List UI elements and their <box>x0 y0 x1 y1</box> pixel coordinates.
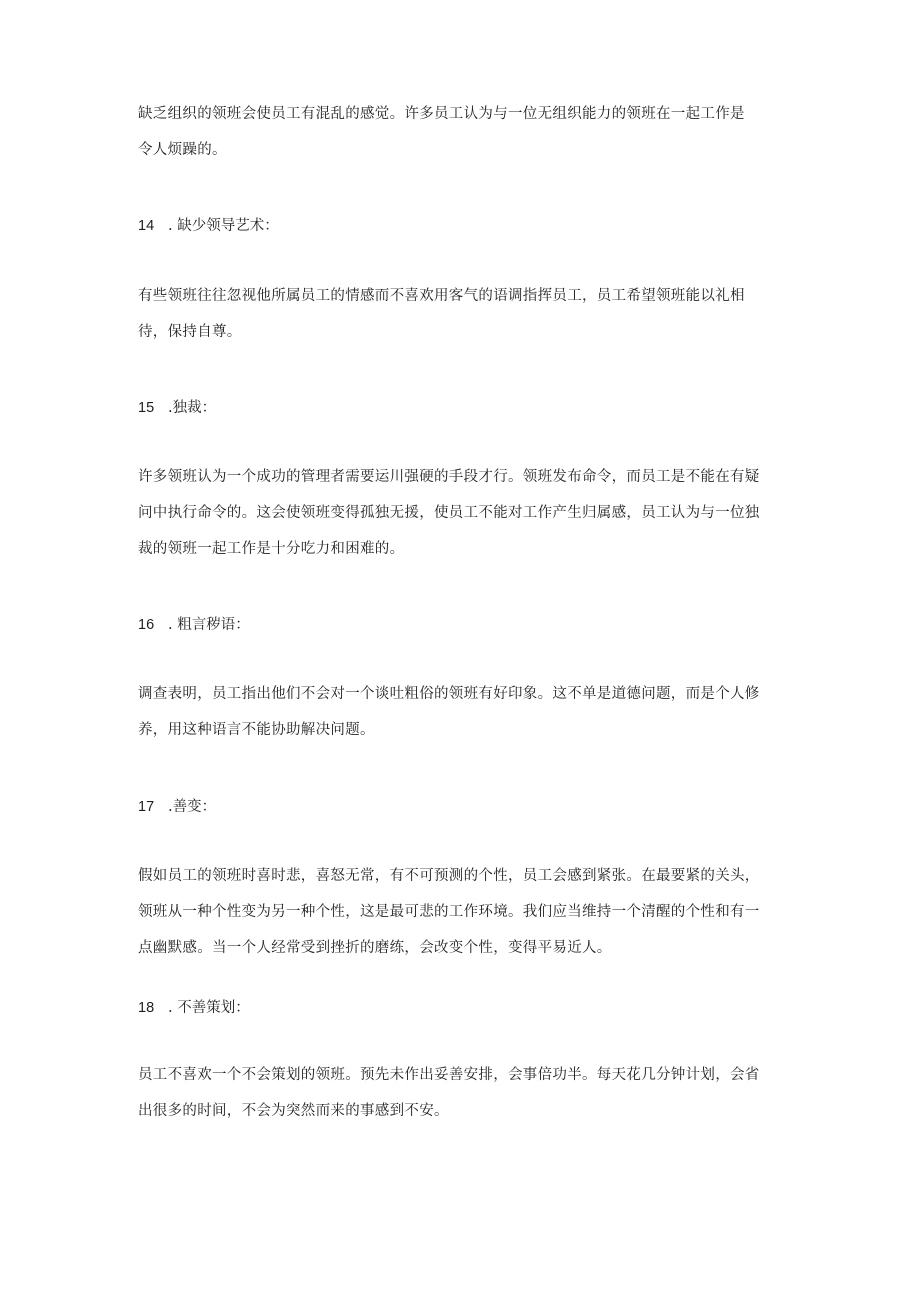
section-title: . 缺少领导艺术： <box>168 218 279 234</box>
paragraph-line: 有些领班往往忽视他所属员工的情感而不喜欢用客气的语调指挥员工，员工希望领班能以礼相 <box>138 288 745 304</box>
paragraph-line: 问中执行命令的。这会使领班变得孤独无援，使员工不能对工作产生归属感，员工认为与一位独 <box>138 505 760 521</box>
section-heading-14 <box>138 216 279 236</box>
section-number: 17 <box>138 799 155 815</box>
paragraph-line: 缺乏组织的领班会使员工有混乱的感觉。许多员工认为与一位无组织能力的领班在一起工作是 <box>138 106 745 122</box>
section-heading-16 <box>138 615 250 635</box>
section-paragraph-17 <box>138 858 798 966</box>
paragraph-line: 假如员工的领班时喜时悲，喜怒无常，有不可预测的个性，员工会感到紧张。在最要紧的关头， <box>138 868 760 884</box>
section-paragraph-14 <box>138 278 798 350</box>
section-title: . 粗言秽语： <box>168 617 250 633</box>
section-heading-18 <box>138 998 250 1018</box>
paragraph-line: 调查表明，员工指出他们不会对一个谈吐粗俗的领班有好印象。这不单是道德问题，而是个人修 <box>138 686 760 702</box>
intro-paragraph <box>138 96 798 168</box>
section-number: 15 <box>138 400 155 416</box>
section-number: 14 <box>138 218 155 234</box>
section-paragraph-18 <box>138 1057 798 1129</box>
section-title: .善变： <box>168 799 217 815</box>
paragraph-line: 许多领班认为一个成功的管理者需要运川强硬的手段才行。领班发布命令，而员工是不能在有疑 <box>138 469 760 485</box>
section-heading-15 <box>138 398 216 418</box>
paragraph-line: 领班从一种个性变为另一种个性，这是最可悲的工作环境。我们应当维持一个清醒的个性和有一 <box>138 904 760 920</box>
paragraph-line: 点幽默感。当一个人经常受到挫折的磨练，会改变个性，变得平易近人。 <box>138 940 612 956</box>
paragraph-line: 员工不喜欢一个不会策划的领班。预先未作出妥善安排，会事倍功半。每天花几分钟计划，会省 <box>138 1067 760 1083</box>
section-paragraph-16 <box>138 676 798 748</box>
paragraph-line: 养，用这种语言不能协助解决问题。 <box>138 722 375 738</box>
section-heading-17 <box>138 797 216 817</box>
section-number: 16 <box>138 617 155 633</box>
section-number: 18 <box>138 1000 155 1016</box>
paragraph-line: 出很多的时间，不会为突然而来的事感到不安。 <box>138 1103 449 1119</box>
paragraph-line: 令人烦躁的。 <box>138 142 227 158</box>
section-paragraph-15 <box>138 459 798 567</box>
paragraph-line: 待，保持自尊。 <box>138 324 242 340</box>
section-title: . 不善策划： <box>168 1000 250 1016</box>
paragraph-line: 裁的领班一起工作是十分吃力和困难的。 <box>138 541 405 557</box>
section-title: .独裁： <box>168 400 217 416</box>
